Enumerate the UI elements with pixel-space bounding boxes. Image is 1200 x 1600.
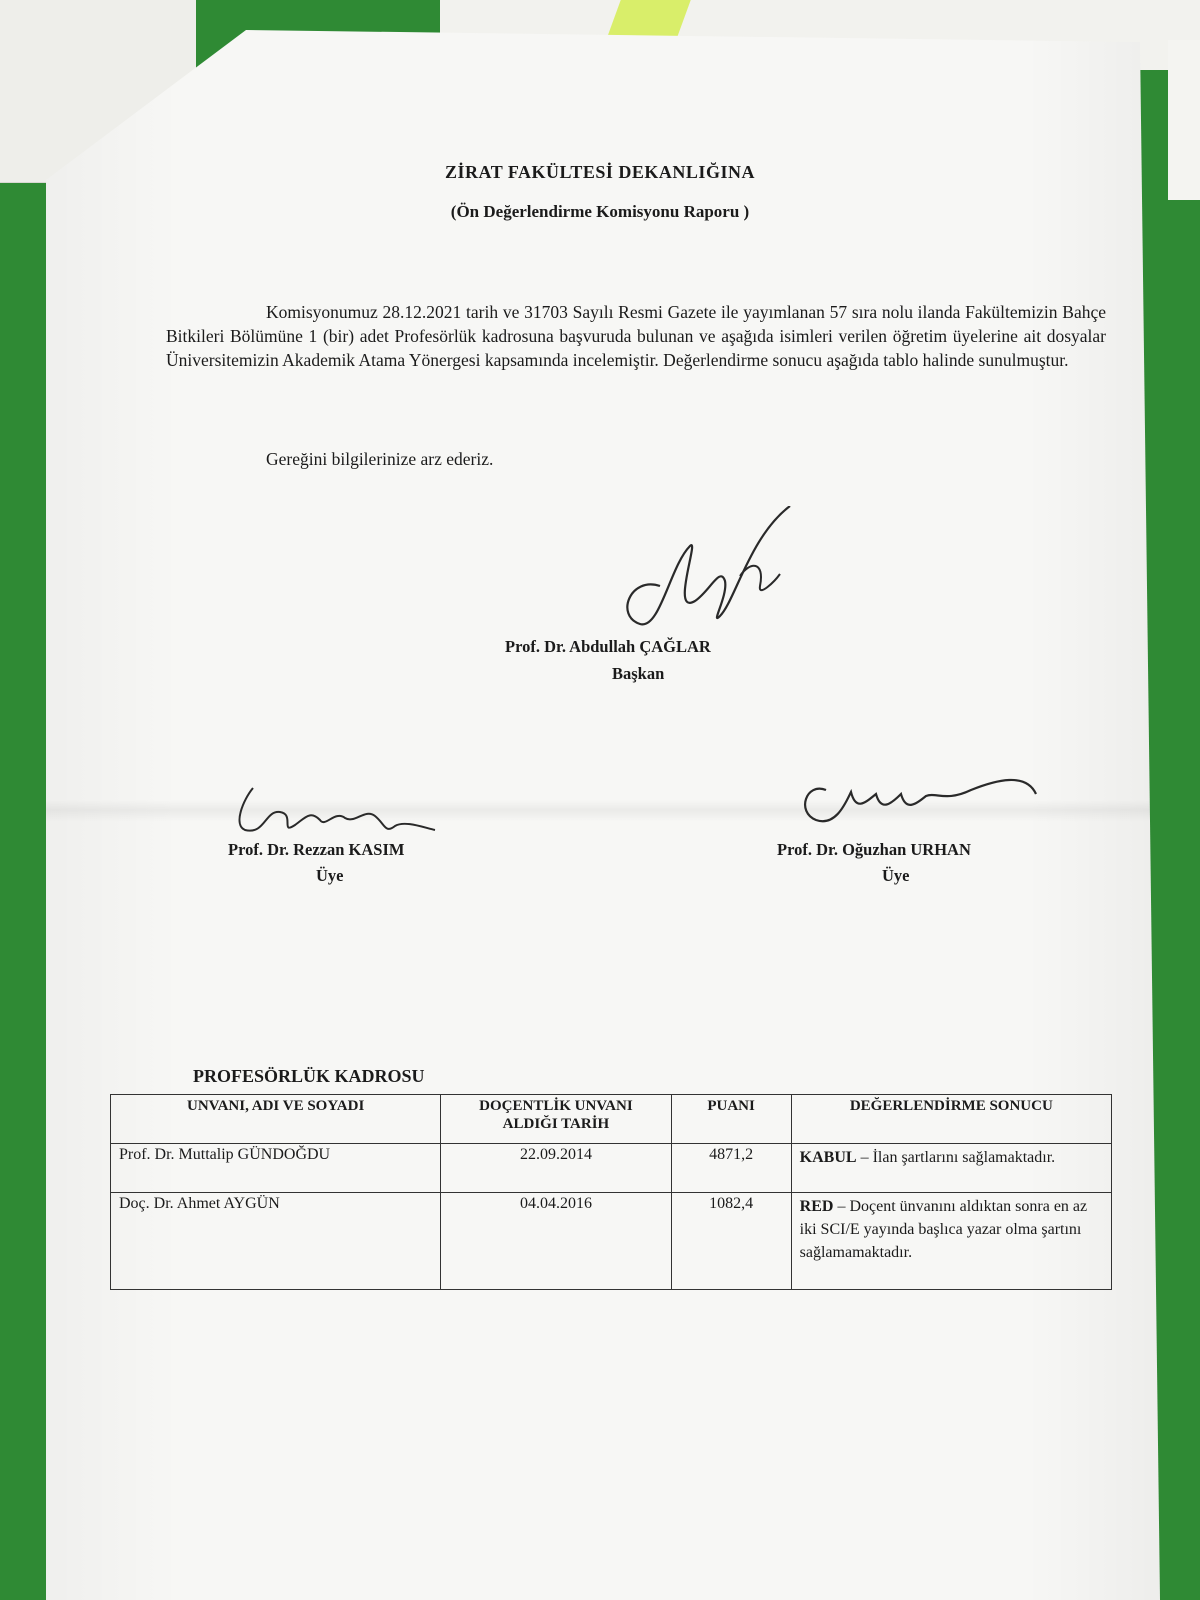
row-result <box>791 1144 1111 1193</box>
header-name: UNVANI, ADI VE SOYADI <box>111 1095 441 1144</box>
table-title: PROFESÖRLÜK KADROSU <box>193 1066 425 1086</box>
row-score: 1082,4 <box>671 1193 791 1290</box>
row-score: 4871,2 <box>671 1144 791 1193</box>
member2-role: Üye <box>882 866 910 885</box>
cadre-table <box>110 1094 1112 1290</box>
row-name: Prof. Dr. Muttalip GÜNDOĞDU <box>111 1144 441 1193</box>
table-row <box>111 1144 1112 1193</box>
row-name: Doç. Dr. Ahmet AYGÜN <box>111 1193 441 1290</box>
member2-signature <box>796 772 1046 832</box>
document-closing: Gereğini bilgilerinize arz ederiz. <box>266 449 494 469</box>
header-date-line1: DOÇENTLİK UNVANI <box>479 1098 633 1114</box>
header-score: PUANI <box>671 1095 791 1144</box>
document-title: ZİRAT FAKÜLTESİ DEKANLIĞINA <box>445 162 755 182</box>
header-date-line2: ALDIĞI TARİH <box>502 1116 610 1132</box>
row-result <box>791 1193 1111 1290</box>
table-header-row <box>111 1095 1112 1144</box>
member2-name: Prof. Dr. Oğuzhan URHAN <box>777 840 971 859</box>
member1-role: Üye <box>316 866 344 885</box>
table-row <box>111 1193 1112 1290</box>
member1-signature <box>225 780 445 840</box>
row-result-text: – Doçent ünvanını aldıktan sonra en az iki SCI/E yayında başlıca yazar olma şartını sağlamamaktadır. <box>799 1198 1088 1261</box>
row-result-text: – İlan şartlarını sağlamaktadır. <box>856 1149 1056 1166</box>
header-result: DEĞERLENDİRME SONUCU <box>791 1095 1111 1144</box>
document-subtitle: (Ön Değerlendirme Komisyonu Raporu ) <box>450 202 750 221</box>
chair-role: Başkan <box>612 664 665 683</box>
chair-name: Prof. Dr. Abdullah ÇAĞLAR <box>505 637 711 656</box>
row-result-head: RED <box>799 1198 834 1215</box>
row-date: 22.09.2014 <box>441 1144 671 1193</box>
row-date: 04.04.2016 <box>441 1193 671 1290</box>
document-body <box>166 300 1106 372</box>
document-body-text: Komisyonumuz 28.12.2021 tarih ve 31703 Sayılı Resmi Gazete ile yayımlanan 57 sıra nolu ilanda Fakültemizin Bahçe Bitkileri Bölümüne 1 (bir) adet Profesörlük kadrosuna başvuruda bulunan ve aşağıda isimleri verilen öğretim üyelerine ait dosyalar Üniversitemizin Akademik Atama Yönergesi kapsamında incelemiştir. Değerlendirme sonucu aşağıda tablo halinde sunulmuştur. <box>166 302 1106 370</box>
header-date <box>441 1095 671 1144</box>
chair-signature <box>600 506 820 631</box>
member1-name: Prof. Dr. Rezzan KASIM <box>228 840 405 859</box>
row-result-head: KABUL <box>799 1149 857 1166</box>
